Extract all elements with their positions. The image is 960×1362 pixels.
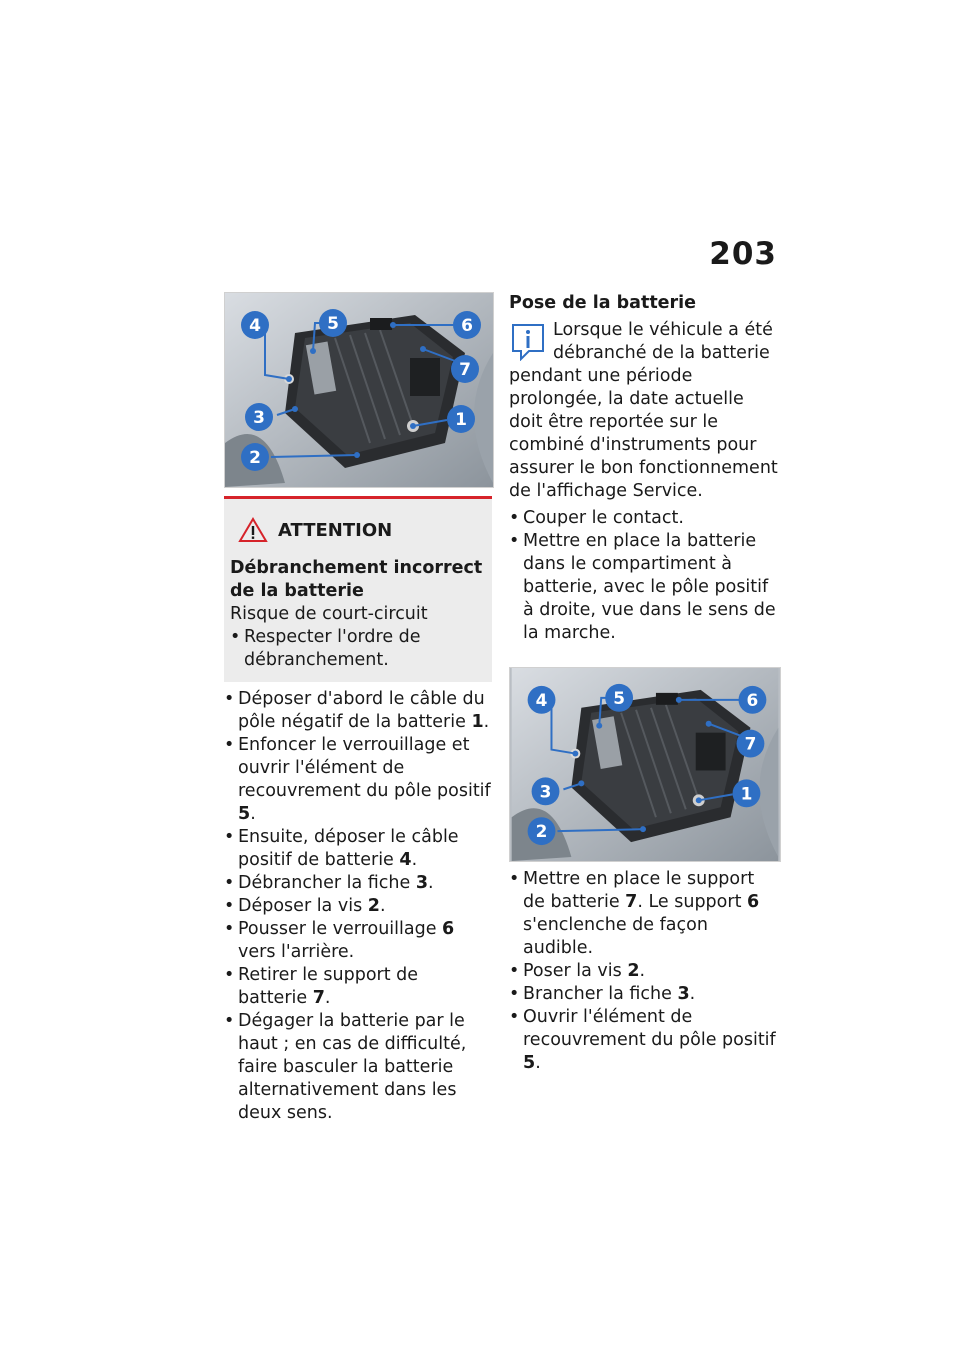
info-icon <box>509 321 547 361</box>
callout-7 <box>737 730 765 758</box>
info-text: Lorsque le véhicule a été débranché de la batterie pendant une période prolongée, la date actuelle doit être reportée sur le combiné d'instruments pour assurer le bon fonctionnement de l'affichage Service. <box>509 320 778 501</box>
callout-4 <box>241 311 269 339</box>
callout-5 <box>319 309 347 337</box>
svg-text:4: 4 <box>535 689 548 710</box>
svg-text:1: 1 <box>740 783 753 804</box>
section-title: Pose de la batterie <box>509 293 697 313</box>
callout-4 <box>528 686 556 714</box>
callout-1 <box>733 779 761 807</box>
warning-risk: Risque de court-circuit <box>230 604 428 624</box>
warning-heading <box>238 517 486 543</box>
list-item: • Déposer la vis 2. <box>224 895 492 918</box>
svg-text:4: 4 <box>249 316 261 336</box>
svg-text:7: 7 <box>744 733 757 754</box>
list-item: • Ensuite, déposer le câble positif de batterie 4. <box>224 826 492 872</box>
svg-text:5: 5 <box>327 314 339 334</box>
list-item: • Enfoncer le verrouillage et ouvrir l'élément de recouvrement du pôle positif 5. <box>224 734 492 826</box>
list-item: • Ouvrir l'élément de recouvrement du pôle positif 5. <box>509 1006 781 1075</box>
callout-7 <box>451 355 479 383</box>
list-item: • Poser la vis 2. <box>509 960 781 983</box>
svg-text:3: 3 <box>253 408 265 428</box>
svg-text:1: 1 <box>455 410 467 430</box>
list-item: • Dégager la batterie par le haut ; en cas de difficulté, faire basculer la batterie alternativement dans les deux sens. <box>224 1010 492 1125</box>
svg-text:6: 6 <box>746 689 759 710</box>
callout-3 <box>532 777 560 805</box>
callout-1 <box>447 405 475 433</box>
callout-5 <box>605 684 633 712</box>
callout-2 <box>528 817 556 845</box>
svg-text:5: 5 <box>613 687 626 708</box>
svg-text:3: 3 <box>539 781 552 802</box>
warning-box <box>224 496 492 682</box>
svg-text:7: 7 <box>459 360 471 380</box>
list-item: • Couper le contact. <box>509 507 781 530</box>
warning-title: Débranchement incorrect de la batterie <box>230 558 483 601</box>
removal-steps <box>224 688 492 1125</box>
svg-text:6: 6 <box>461 316 473 336</box>
right-column <box>509 292 781 1075</box>
list-item: • Brancher la fiche 3. <box>509 983 781 1006</box>
warning-list <box>230 626 486 672</box>
callout-6 <box>453 311 481 339</box>
install-steps-a <box>509 507 781 645</box>
callout-2 <box>241 443 269 471</box>
svg-text:2: 2 <box>535 821 548 842</box>
battery-illustration <box>510 668 780 861</box>
warning-triangle-icon <box>238 517 268 543</box>
battery-install-photo <box>509 667 781 862</box>
left-column <box>224 292 492 1125</box>
callout-6 <box>739 686 767 714</box>
list-item: • Débrancher la fiche 3. <box>224 872 492 895</box>
list-item: • Déposer d'abord le câble du pôle négatif de la batterie 1. <box>224 688 492 734</box>
warning-item: • Respecter l'ordre de débranchement. <box>230 626 486 672</box>
page-number: 203 <box>709 236 777 272</box>
list-item: • Retirer le support de batterie 7. <box>224 964 492 1010</box>
install-steps-b <box>509 868 781 1075</box>
info-note <box>509 319 781 503</box>
list-item: • Mettre en place le support de batterie 7. Le support 6 s'enclenche de façon audible. <box>509 868 781 960</box>
svg-text:2: 2 <box>249 448 261 468</box>
callout-3 <box>245 403 273 431</box>
warning-heading-text: ATTENTION <box>278 519 393 541</box>
list-item: • Mettre en place la batterie dans le compartiment à batterie, avec le pôle positif à droite, vue dans le sens de la marche. <box>509 530 781 645</box>
battery-removal-photo <box>224 292 494 488</box>
list-item: • Pousser le verrouillage 6 vers l'arrière. <box>224 918 492 964</box>
battery-illustration <box>225 293 493 487</box>
